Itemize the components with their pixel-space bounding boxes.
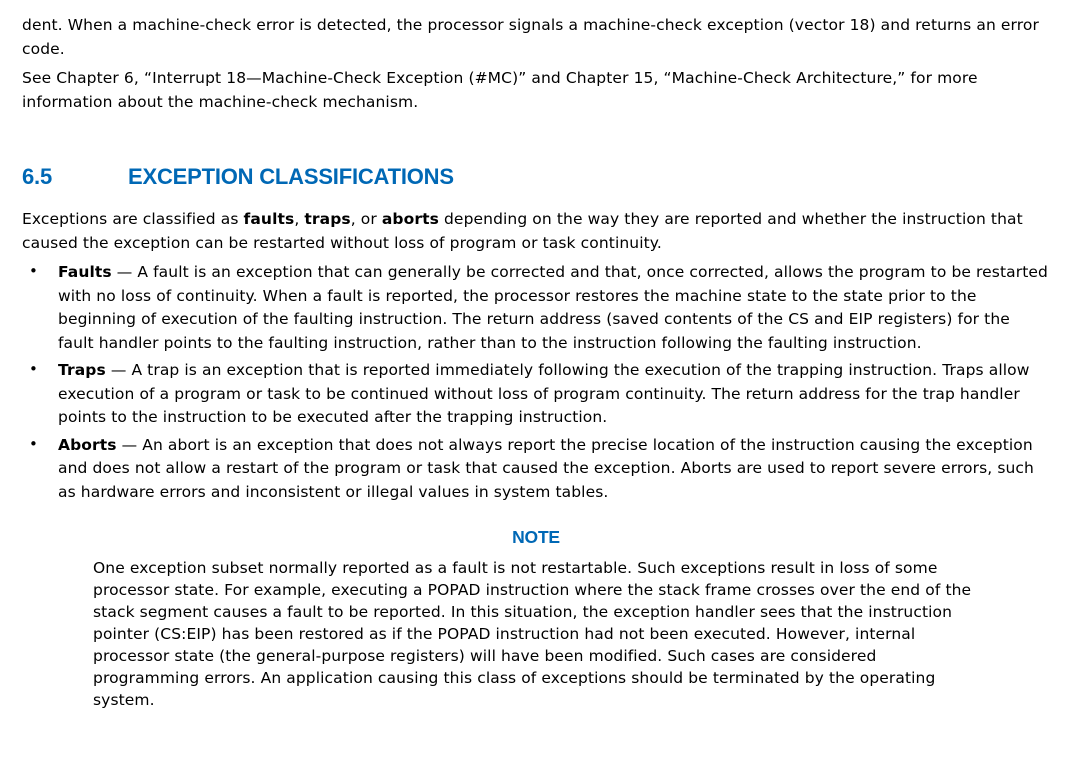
term-aborts: aborts <box>381 210 439 228</box>
list-item-traps <box>22 359 1050 430</box>
paragraph-machine-check-continuation: dent. When a machine-check error is detected, the processor signals a machine-check exception (vector 18) and returns an error code. <box>22 16 1039 58</box>
section-heading <box>22 164 1050 190</box>
section-number: 6.5 <box>22 164 52 189</box>
note-paragraph: One exception subset normally reported as a fault is not restartable. Such exceptions result in loss of some processor state. For example, executing a POPAD instruction where the stack frame crosses over the end of the stack segment causes a fault to be reported. In this situation, the exception handler sees that the instruction pointer (CS:EIP) has been restored as if the POPAD instruction had not been executed. However, internal processor state (the general-purpose registers) will have been modified. Such cases are considered programming errors. An application causing this class of exceptions should be terminated by the operating system. <box>93 559 972 709</box>
note-heading: NOTE <box>512 527 560 547</box>
intro-segment: depending on the way they are reported and whether the instruction that caused the exception can be restarted without loss of program or task continuity. <box>22 210 1023 252</box>
list-text: — A trap is an exception that is reported immediately following the execution of the trapping instruction. Traps allow execution of a program or task to be continued without loss of program continuity. The return address for the trap handler points to the instruction to be executed after the trapping instruction. <box>58 361 1030 426</box>
list-item-faults <box>22 261 1050 355</box>
paragraph-classification-intro <box>22 208 1050 255</box>
intro-segment: Exceptions are classified as <box>22 210 244 228</box>
list-term: Traps <box>58 361 106 379</box>
intro-segment: , <box>294 210 305 228</box>
note-block <box>22 526 1050 711</box>
bullet-icon: • <box>29 262 38 280</box>
list-item-aborts <box>22 434 1050 505</box>
section-title: EXCEPTION CLASSIFICATIONS <box>128 164 454 189</box>
classification-list <box>22 261 1050 504</box>
bullet-icon: • <box>29 434 38 453</box>
list-text: — A fault is an exception that can generally be corrected and that, once corrected, allows the program to be restarted with no loss of continuity. When a fault is reported, the processor restores the machine state to the state prior to the beginning of execution of the faulting instruction. The return address (saved contents of the CS and EIP registers) for the fault handler points to the faulting instruction, rather than to the instruction following the faulting instruction. <box>58 263 1048 352</box>
intro-segment: , or <box>350 210 382 228</box>
list-term: Faults <box>58 263 112 281</box>
term-traps: traps <box>304 210 351 228</box>
paragraph-chapter-references: See Chapter 6, “Interrupt 18—Machine-Check Exception (#MC)” and Chapter 15, “Machine-Check Architecture,” for more information about the machine-check mechanism. <box>22 69 978 111</box>
bullet-icon: • <box>29 360 38 378</box>
list-text: — An abort is an exception that does not always report the precise location of the instruction causing the exception and does not allow a restart of the program or task that caused the exception. Aborts are used to report severe errors, such as hardware errors and inconsistent or illegal values in system tables. <box>58 435 1034 501</box>
term-faults: faults <box>243 210 295 228</box>
list-term: Aborts <box>58 435 117 454</box>
